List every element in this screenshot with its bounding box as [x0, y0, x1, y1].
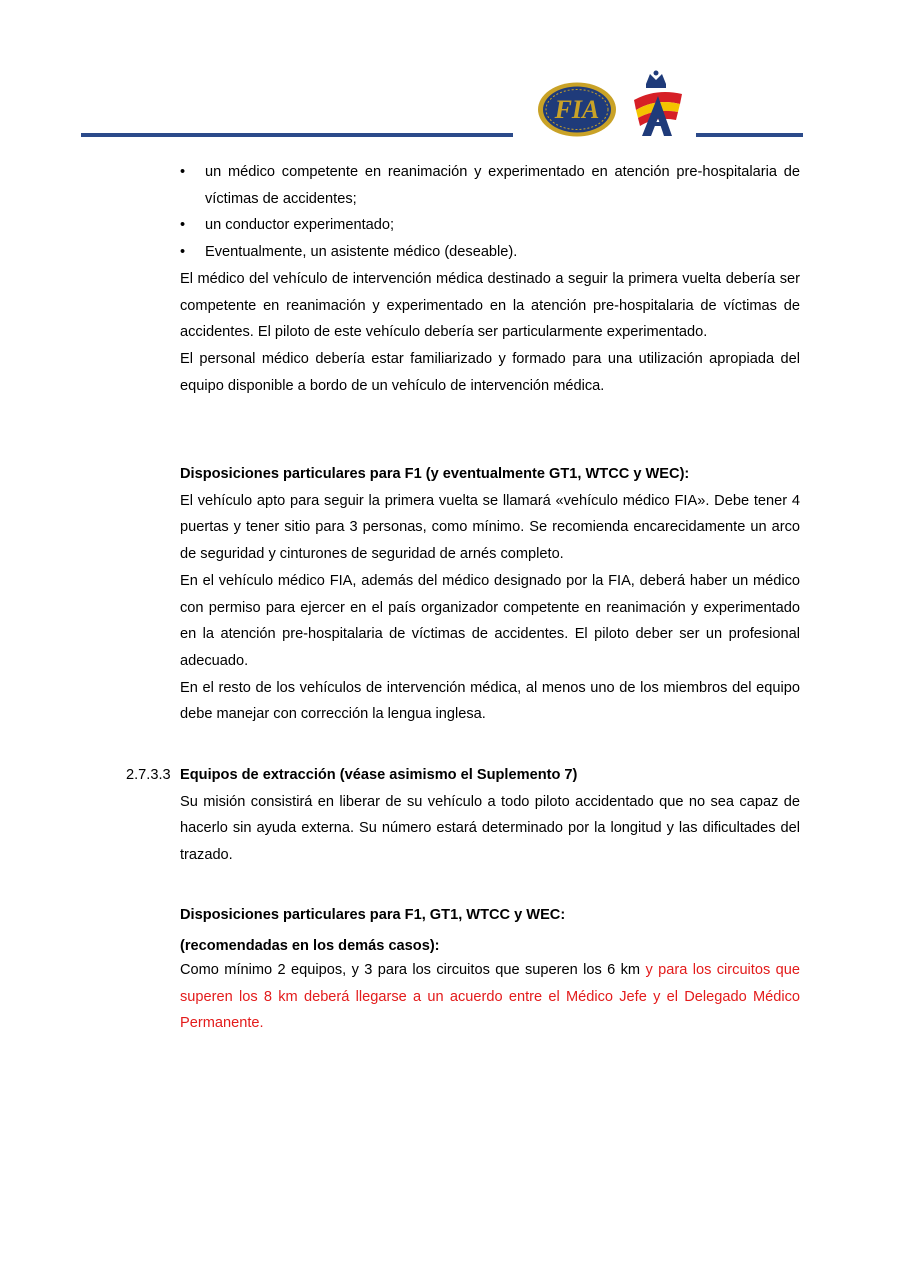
- provisions-subheading: (recomendadas en los demás casos):: [180, 938, 440, 954]
- paragraph: El personal médico debería estar familiarizado y formado para una utilización apropiada del equipo disponible a bordo de un vehículo de intervención médica.: [180, 351, 800, 394]
- paragraph: En el vehículo médico FIA, además del médico designado por la FIA, deberá haber un médico con permiso para ejercer en el país organizador competente en reanimación y experimentado en la atención pre-hospitalaria de víctimas de accidentes. El piloto deber ser un profesional adecuado.: [180, 572, 800, 669]
- bullet-text: Eventualmente, un asistente médico (deseable).: [205, 244, 518, 261]
- bullet-symbol: •: [180, 164, 186, 180]
- paragraph: En el resto de los vehículos de intervención médica, al menos uno de los miembros del equipo debe manejar con corrección la lengua inglesa.: [180, 679, 800, 723]
- paragraph: [180, 957, 800, 1037]
- final-text-red: y para los circuitos que superen los 8 km deberá llegarse a un acuerdo entre el Médico Jefe y el Delegado Médico Permanente.: [180, 962, 800, 1032]
- body-section-1: [180, 266, 800, 400]
- fia-logo: [537, 82, 617, 137]
- final-paragraph: [180, 957, 800, 1037]
- list-item: [180, 239, 800, 266]
- bullet-text: un médico competente en reanimación y experimentado en atención pre-hospitalaria de víctimas de accidentes;: [205, 164, 800, 207]
- f1-provisions: [180, 461, 800, 728]
- paragraph: El vehículo apto para seguir la primera vuelta se llamará «vehículo médico FIA». Debe tener 4 puertas y tener sitio para 3 personas, como mínimo. Se recomienda encarecidamente un arco de seguridad y cinturones de seguridad de arnés completo.: [180, 492, 800, 563]
- extraction-provisions: [180, 900, 800, 962]
- provisions-heading: Disposiciones particulares para F1, GT1, WTCC y WEC:: [180, 907, 566, 923]
- section-number: 2.7.3.3: [126, 767, 171, 783]
- header-rule-right: [696, 133, 803, 137]
- paragraph: El médico del vehículo de intervención médica destinado a seguir la primera vuelta debería ser competente en reanimación y experimentado en la atención pre-hospitalaria de víctimas de accidentes. El piloto de este vehículo debería ser particularmente experimentado.: [180, 271, 800, 341]
- f1-heading: Disposiciones particulares para F1 (y eventualmente GT1, WTCC y WEC):: [180, 466, 690, 482]
- paragraph: Su misión consistirá en liberar de su vehículo a todo piloto accidentado que no sea capaz de hacerlo sin ayuda externa. Su número estará determinado por la longitud y las dificultades del trazado.: [180, 793, 800, 864]
- bullet-symbol: •: [180, 244, 186, 261]
- rfea-logo: [624, 70, 688, 138]
- final-text-black: Como mínimo 2 equipos, y 3 para los circuitos que superen los 6 km: [180, 962, 641, 978]
- list-item: [180, 159, 800, 212]
- header-rule-left: [81, 133, 513, 137]
- bullet-text: un conductor experimentado;: [205, 217, 395, 234]
- section-title: Equipos de extracción (véase asimismo el Suplemento 7): [180, 767, 578, 783]
- fia-logo-text: FIA: [554, 95, 600, 124]
- list-item: [180, 212, 800, 239]
- section-extraction: [180, 762, 800, 869]
- bullet-symbol: •: [180, 217, 186, 234]
- bullet-list: [180, 159, 800, 266]
